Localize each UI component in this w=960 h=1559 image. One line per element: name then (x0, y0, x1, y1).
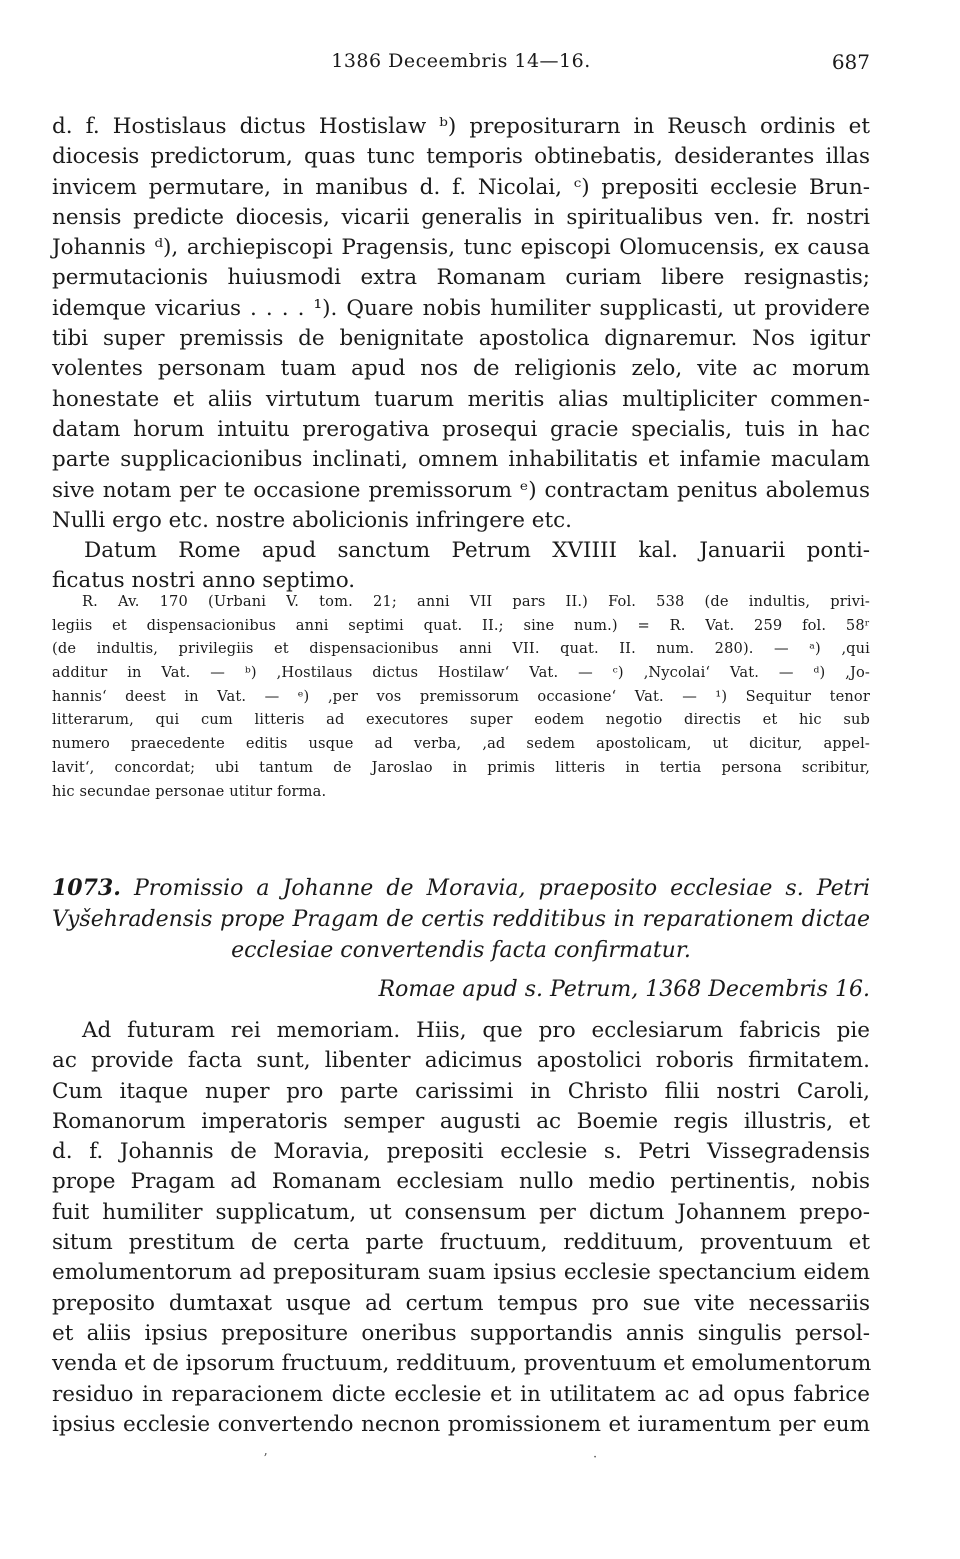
running-header (52, 50, 870, 82)
text-line: d. f. Hostislaus dictus Hostislaw ᵇ) prepositurarn in Reusch ordinis et (52, 114, 870, 139)
note-line: R. Av. 170 (Urbani V. tom. 21; anni VII pars II.) Fol. 538 (de indultis, privi- (82, 593, 870, 610)
text-line: diocesis predictorum, quas tunc temporis obtinebatis, desiderantes illas (52, 144, 870, 170)
place-date: Romae apud s. Petrum, 1368 Decembris 16. (378, 977, 870, 1002)
text-line: sive notam per te occasione premissorum ᵉ) contractam penitus abolemus (52, 477, 870, 503)
stray-mark: · (593, 1450, 598, 1465)
note-line: additur in Vat. — ᵇ) ‚Hostilaus dictus Hostilaw‘ Vat. — ᶜ) ‚Nycolai‘ Vat. — ᵈ) ‚Jo- (52, 664, 870, 682)
note-line: (de indultis, privilegiis et dispensacionibus anni VII. quat. II. num. 280). — ᵃ) ‚qui (52, 640, 870, 658)
document-1-body (52, 112, 870, 597)
document-1-notes (52, 590, 870, 803)
header-date: 1386 Deceembris 14—16. (331, 50, 591, 72)
text-line: honestate et aliis virtutum tuarum meritis alias multipliciter commen- (52, 386, 870, 412)
note-line: numero praecedente editis usque ad verba, ‚ad sedem apostolicam, ut dicitur, appel- (52, 735, 870, 753)
note-line: litterarum, qui cum litteris ad executores super eodem negotio directis et hic sub (52, 711, 870, 729)
text-line: tibi super premissis de benignitate apostolica dignaremur. Nos igitur (52, 326, 870, 352)
note-line: legiis et dispensacionibus anni septimi quat. II.; sine num.) = R. Vat. 259 fol. 58ʳ (52, 616, 870, 634)
dating-clause: Datum Rome apud sanctum Petrum XVIIII kal. Januarii ponti- (84, 538, 870, 564)
text-line: parte supplicacionibus inclinati, omnem inhabilitatis et infamie maculam (52, 447, 870, 473)
text-line: ipsius ecclesie convertendo necnon promissionem et iuramentum per eum (52, 1411, 870, 1437)
text-line: et aliis ipsius prepositure oneribus supportandis annis singulis persol- (52, 1320, 870, 1346)
text-line: Ad futuram rei memoriam. Hiis, que pro ecclesiarum fabricis pie (82, 1018, 870, 1043)
page-number: 687 (831, 50, 870, 74)
text-line: emolumentorum ad preposituram suam ipsius ecclesie spectancium eidem (52, 1260, 870, 1286)
text-line: Johannis ᵈ), archiepiscopi Pragensis, tunc episcopi Olomucensis, ex causa (52, 235, 870, 261)
note-line: hannis‘ deest in Vat. — ᵉ) ‚per vos premissorum occasione‘ Vat. — ¹) Sequitur tenor (52, 687, 870, 705)
heading-line: ecclesiae convertendis facta confirmatur. (231, 938, 691, 963)
heading-line: Vyšehradensis prope Pragam de certis redditibus in reparationem dictae (52, 907, 870, 932)
text-line: Cum itaque nuper pro parte carissimi in Christo filii nostri Caroli, (52, 1078, 870, 1104)
text-line: ficatus nostri anno septimo. (52, 568, 356, 594)
text-line: situm prestitum de certa parte fructuum, reddituum, proventuum et (52, 1230, 870, 1256)
text-line: volentes personam tuam apud nos de religionis zelo, vite ac morum (52, 356, 870, 382)
document-number: 1073. (52, 875, 121, 901)
document-2-heading (52, 873, 870, 966)
text-line: residuo in reparacionem dicte ecclesie et in utilitatem ac ad opus fabrice (52, 1381, 870, 1407)
text-line: ac provide facta sunt, libenter adicimus apostolici roboris firmitatem. (52, 1048, 870, 1074)
heading-text: Promissio a Johanne de Moravia, praeposito ecclesiae s. Petri (133, 876, 871, 901)
text-line: prope Pragam ad Romanam ecclesiam nullo medio pertinentis, nobis (52, 1169, 870, 1195)
heading-line (52, 873, 870, 904)
text-line: fuit humiliter supplicatum, ut consensum per dictum Johannem prepo- (52, 1199, 870, 1225)
text-line: nensis predicte diocesis, vicarii generalis in spiritualibus ven. fr. nostri (52, 204, 870, 230)
text-line: Nulli ergo etc. nostre abolicionis infringere etc. (52, 507, 573, 533)
note-line: lavit‘, concordat; ubi tantum de Jaroslao in primis litteris in tertia persona scribitur, (52, 758, 870, 776)
text-line: preposito dumtaxat usque ad certum tempus pro sue vite necessariis (52, 1290, 870, 1316)
text-line: d. f. Johannis de Moravia, prepositi ecclesie s. Petri Vissegradensis (52, 1139, 870, 1165)
text-line: Romanorum imperatoris semper augusti ac Boemie regis illustris, et (52, 1108, 870, 1134)
document-2-body (52, 1016, 870, 1440)
text-line: datam horum intuitu prerogativa prosequi gracie specialis, tuis in hac (52, 416, 870, 442)
stray-mark: ʼ (263, 1452, 268, 1467)
note-line: hic secundae personae utitur forma. (52, 782, 327, 800)
text-line: idemque vicarius . . . . ¹). Quare nobis humiliter supplicasti, ut providere (52, 295, 870, 321)
text-line: permutacionis huiusmodi extra Romanam curiam libere resignastis; (52, 265, 870, 291)
text-line: venda et de ipsorum fructuum, reddituum, proventuum et emolumentorum (52, 1351, 872, 1377)
text-line: invicem permutare, in manibus d. f. Nicolai, ᶜ) prepositi ecclesie Brun- (52, 174, 870, 200)
